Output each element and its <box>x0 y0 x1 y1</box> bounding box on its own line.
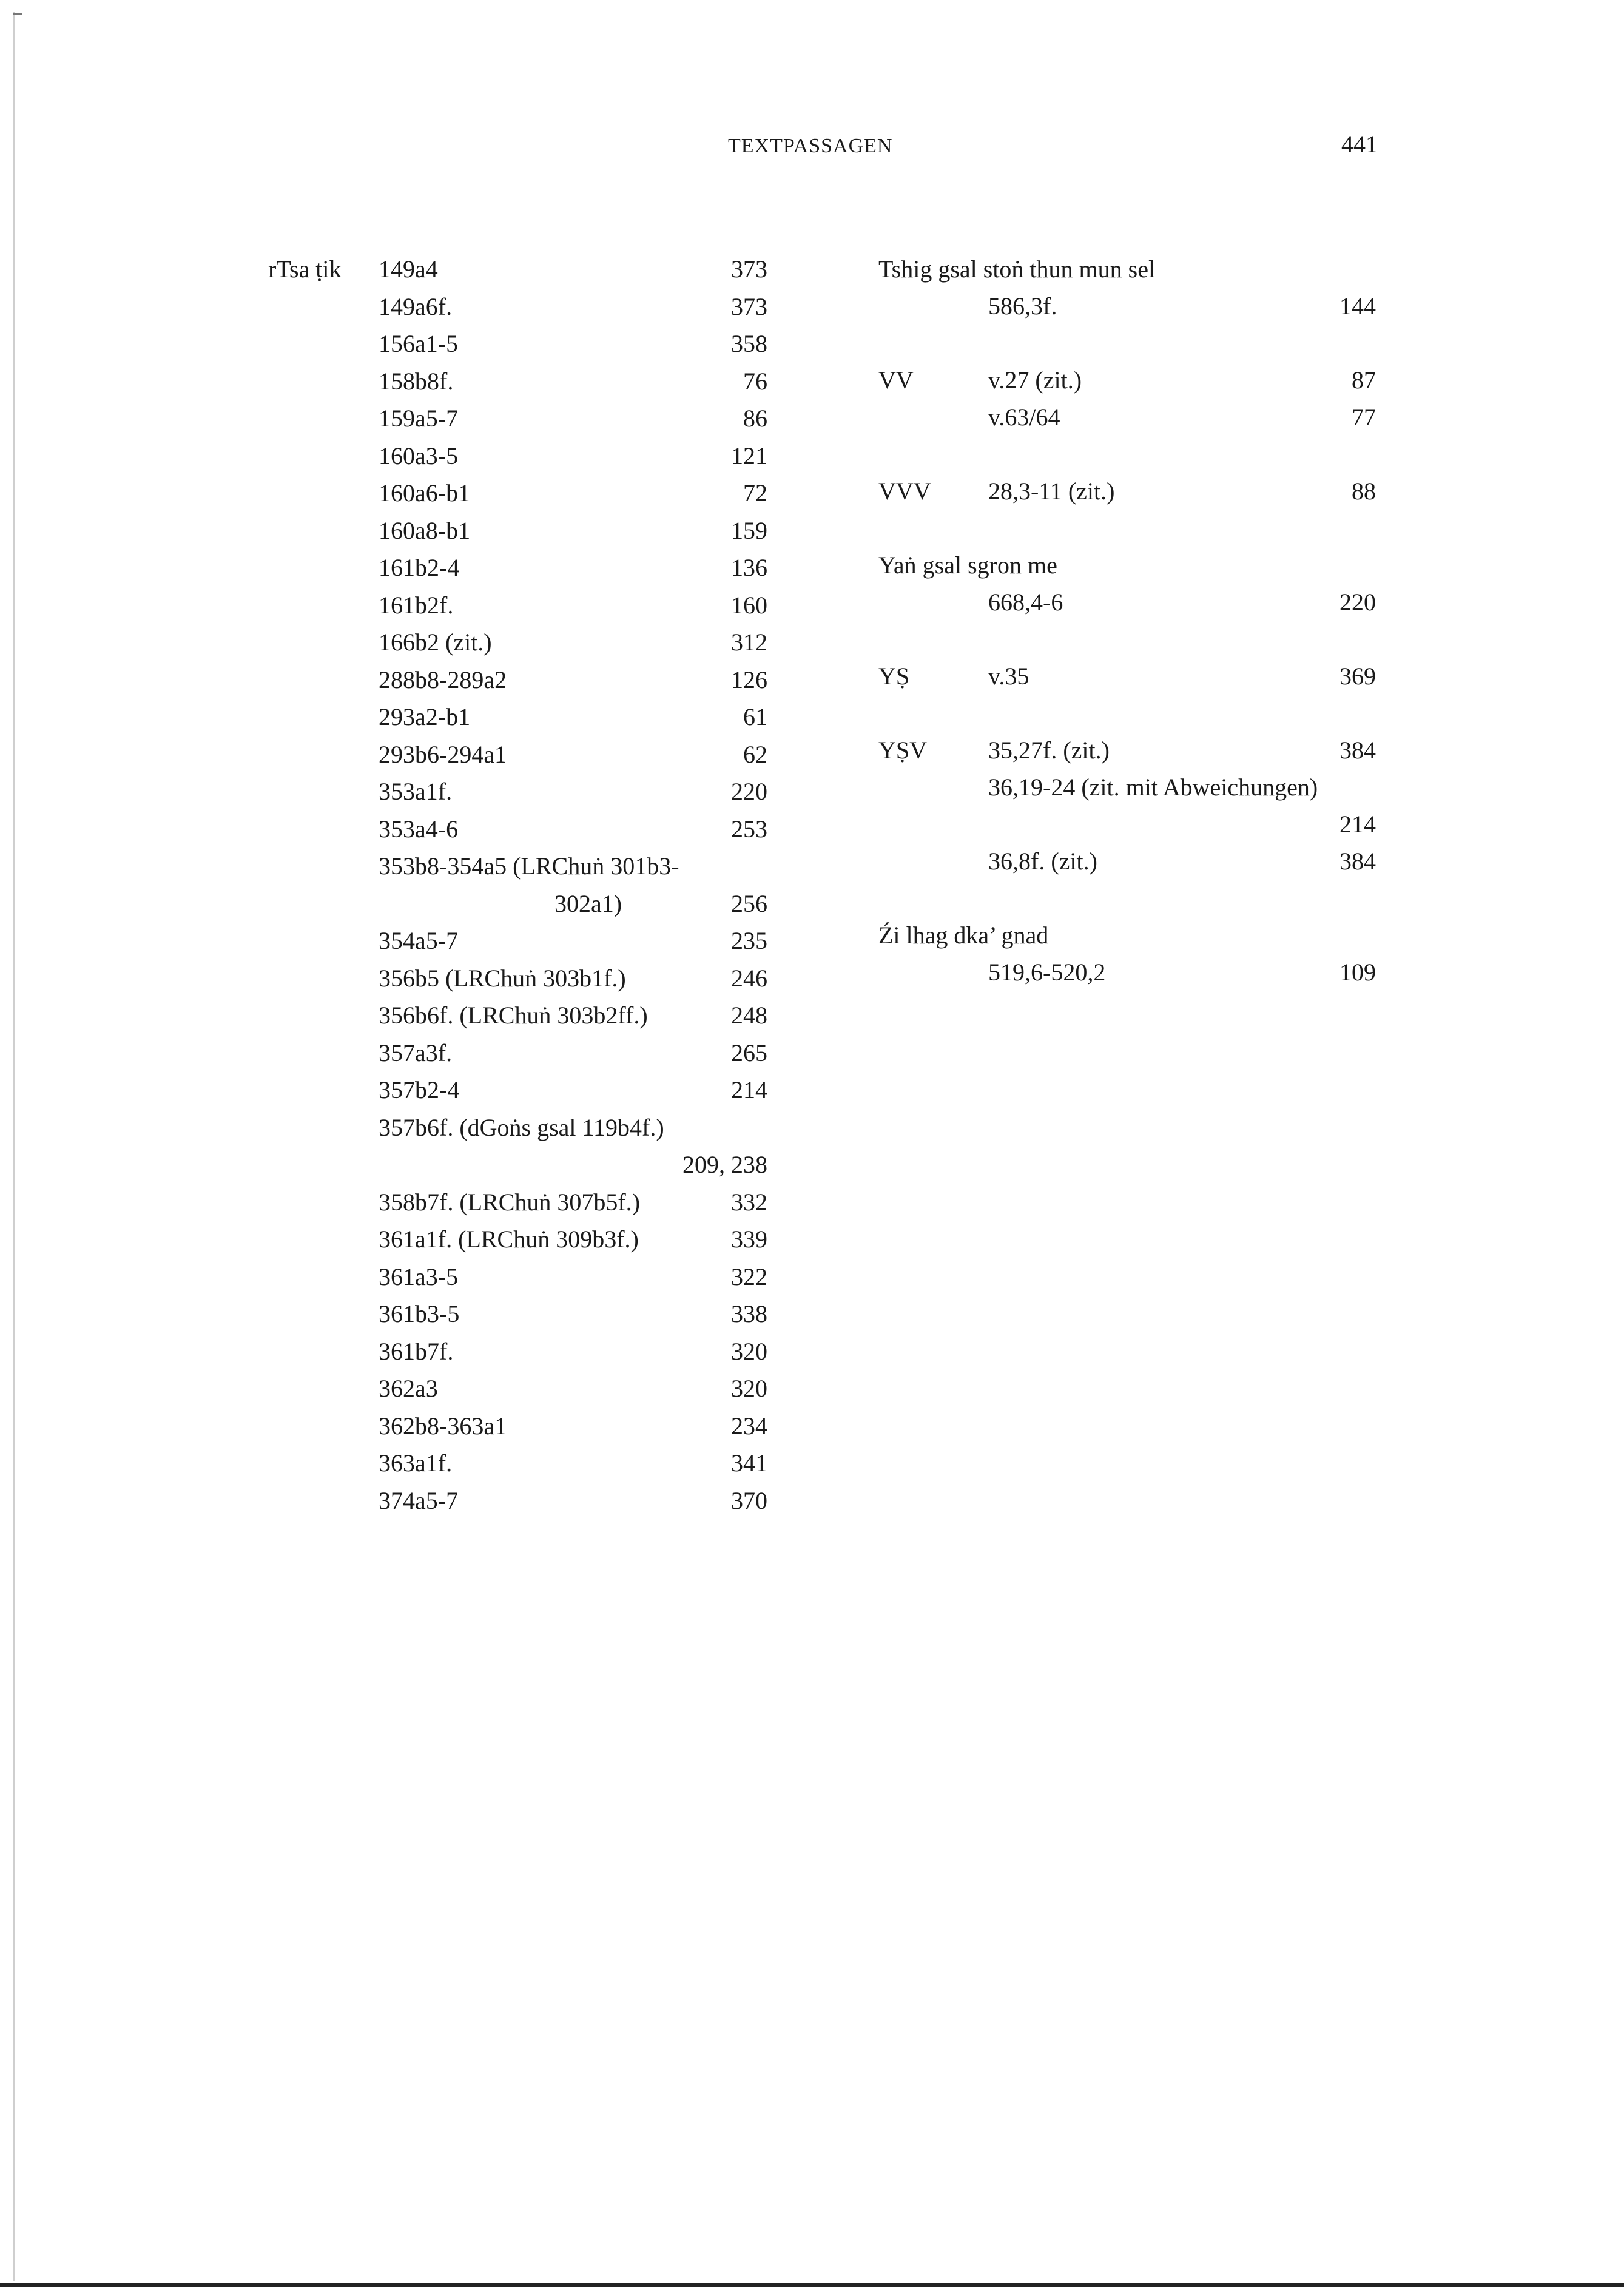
work-label: YṢ <box>878 662 910 690</box>
work-label: Tshig gsal stoṅ thun mun sel <box>878 255 1156 283</box>
page-reference: 341 <box>731 1449 767 1477</box>
page-reference: 214 <box>731 1076 767 1104</box>
work-label: YṢV <box>878 736 928 764</box>
page-reference: 369 <box>1339 662 1376 690</box>
passage-reference: 160a3-5 <box>379 442 459 470</box>
page-reference: 214 <box>1339 811 1376 838</box>
page-edge-left <box>13 12 15 2281</box>
page-reference: 320 <box>731 1338 767 1365</box>
passage-reference: 362b8-363a1 <box>379 1412 507 1440</box>
passage-reference: 356b5 (LRChuṅ 303b1f.) <box>379 965 626 992</box>
work-label: VVV <box>878 477 931 505</box>
page-reference: 246 <box>731 965 767 992</box>
page-reference: 384 <box>1339 736 1376 764</box>
corner-mark <box>13 13 22 15</box>
passage-reference: v.63/64 <box>988 403 1060 431</box>
page-reference: 121 <box>731 442 767 470</box>
passage-reference: 361b7f. <box>379 1338 454 1365</box>
page-reference: 76 <box>743 368 767 395</box>
page-reference: 256 <box>731 890 767 917</box>
page-reference: 384 <box>1339 848 1376 875</box>
page-reference: 322 <box>731 1263 767 1290</box>
page-reference: 332 <box>731 1188 767 1216</box>
passage-reference: 160a8-b1 <box>379 517 471 544</box>
page-edge-bottom <box>0 2283 1624 2287</box>
passage-reference: 161b2-4 <box>379 554 460 581</box>
passage-reference: 374a5-7 <box>379 1487 459 1514</box>
passage-reference: 361b3-5 <box>379 1300 460 1327</box>
page-reference: 338 <box>731 1300 767 1327</box>
page-reference: 235 <box>731 927 767 954</box>
page-reference: 220 <box>731 778 767 805</box>
passage-reference: 353a4-6 <box>379 815 459 843</box>
page-reference: 373 <box>731 293 767 320</box>
passage-reference: 363a1f. <box>379 1449 453 1477</box>
page-reference: 370 <box>731 1487 767 1514</box>
page-reference: 358 <box>731 330 767 357</box>
passage-reference: 668,4-6 <box>988 588 1063 616</box>
work-label: Yaṅ gsal sgron me <box>878 551 1057 579</box>
page-reference: 312 <box>731 629 767 656</box>
passage-reference: 362a3 <box>379 1375 438 1402</box>
running-header-title: TEXTPASSAGEN <box>728 135 893 157</box>
page-reference: 109 <box>1339 959 1376 986</box>
passage-reference: 293a2-b1 <box>379 703 471 730</box>
passage-reference: 35,27f. (zit.) <box>988 736 1110 764</box>
passage-reference: 36,19-24 (zit. mit Abweichungen) <box>988 774 1318 801</box>
page-reference: 159 <box>731 517 767 544</box>
page-reference: 126 <box>731 666 767 693</box>
page-reference: 220 <box>1339 588 1376 616</box>
passage-reference: 158b8f. <box>379 368 454 395</box>
passage-reference: 519,6-520,2 <box>988 959 1106 986</box>
passage-reference: 302a1) <box>554 890 622 917</box>
page-reference: 265 <box>731 1039 767 1067</box>
passage-reference: 353b8-354a5 (LRChuṅ 301b3- <box>379 852 679 880</box>
page-reference: 86 <box>743 405 767 432</box>
page-reference: 136 <box>731 554 767 581</box>
page-reference: 209, 238 <box>682 1151 767 1178</box>
page-number: 441 <box>1341 130 1378 158</box>
passage-reference: 357a3f. <box>379 1039 453 1067</box>
page-reference: 87 <box>1352 366 1376 394</box>
passage-reference: 28,3-11 (zit.) <box>988 477 1115 505</box>
passage-reference: 586,3f. <box>988 292 1057 320</box>
page-reference: 72 <box>743 479 767 507</box>
passage-reference: 354a5-7 <box>379 927 459 954</box>
passage-reference: 161b2f. <box>379 592 454 619</box>
passage-reference: v.27 (zit.) <box>988 366 1082 394</box>
page-reference: 77 <box>1352 403 1376 431</box>
passage-reference: 293b6-294a1 <box>379 741 507 768</box>
passage-reference: 357b2-4 <box>379 1076 460 1104</box>
passage-reference: 353a1f. <box>379 778 453 805</box>
passage-reference: 356b6f. (LRChuṅ 303b2ff.) <box>379 1002 648 1029</box>
page-reference: 320 <box>731 1375 767 1402</box>
passage-reference: 156a1-5 <box>379 330 459 357</box>
passage-reference: 166b2 (zit.) <box>379 629 492 656</box>
work-label: Źi lhag dka’ gnad <box>878 922 1049 949</box>
passage-reference: v.35 <box>988 662 1029 690</box>
passage-reference: 149a6f. <box>379 293 453 320</box>
passage-reference: 361a3-5 <box>379 1263 459 1290</box>
page-reference: 234 <box>731 1412 767 1440</box>
passage-reference: 361a1f. (LRChuṅ 309b3f.) <box>379 1225 639 1253</box>
page-reference: 160 <box>731 592 767 619</box>
page-reference: 339 <box>731 1225 767 1253</box>
passage-reference: 288b8-289a2 <box>379 666 507 693</box>
passage-reference: 159a5-7 <box>379 405 459 432</box>
left-group-label: rTsa ṭik <box>268 255 342 283</box>
passage-reference: 357b6f. (dGoṅs gsal 119b4f.) <box>379 1114 664 1141</box>
passage-reference: 358b7f. (LRChuṅ 307b5f.) <box>379 1188 641 1216</box>
page-reference: 248 <box>731 1002 767 1029</box>
page-reference: 144 <box>1339 292 1376 320</box>
page-reference: 373 <box>731 255 767 283</box>
page-reference: 88 <box>1352 477 1376 505</box>
passage-reference: 36,8f. (zit.) <box>988 848 1097 875</box>
work-label: VV <box>878 366 914 394</box>
passage-reference: 149a4 <box>379 255 438 283</box>
passage-reference: 160a6-b1 <box>379 479 471 507</box>
page-reference: 253 <box>731 815 767 843</box>
page-reference: 61 <box>743 703 767 730</box>
page-reference: 62 <box>743 741 767 768</box>
